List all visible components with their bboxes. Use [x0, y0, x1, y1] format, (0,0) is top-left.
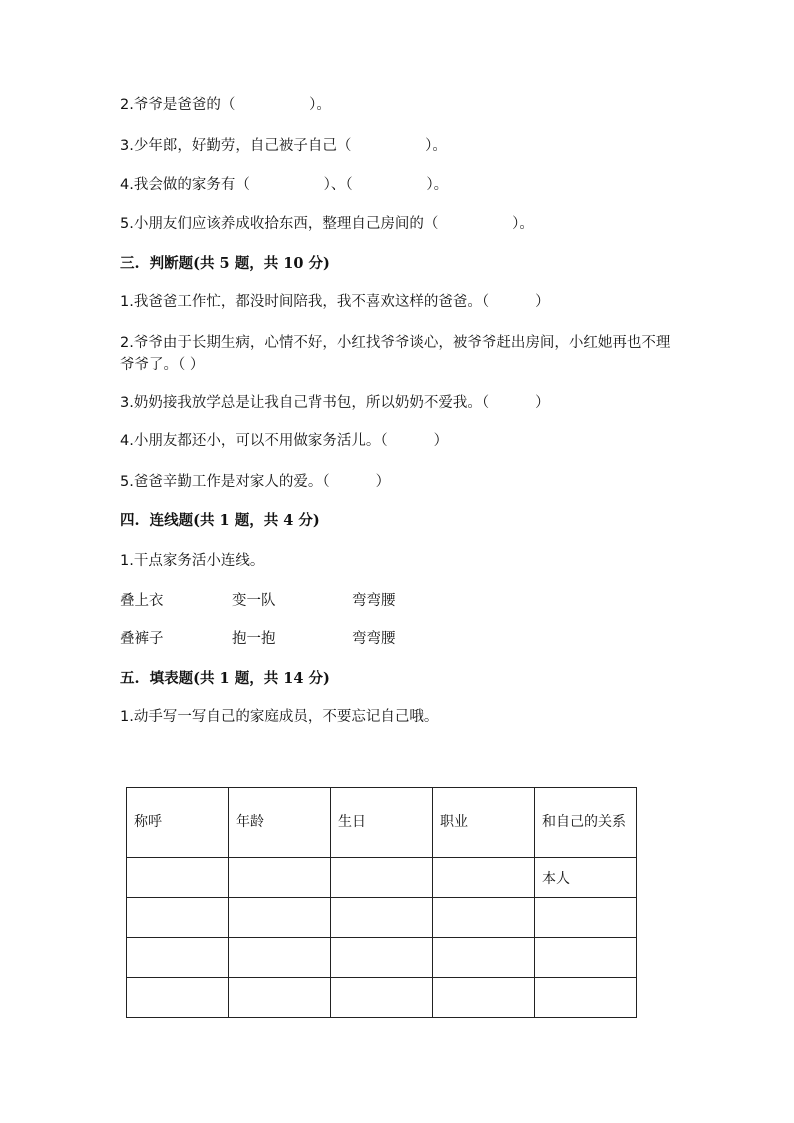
match-item: 弯弯腰: [352, 631, 396, 647]
family-members-table: [126, 787, 637, 1018]
table-header-cell: 生日: [331, 788, 433, 858]
table-cell[interactable]: [535, 898, 637, 938]
section5-title: 五. 填表题(共 1 题，共 14 分): [120, 670, 330, 687]
judge-q4: 4.小朋友都还小，可以不用做家务活儿。（ ）: [120, 433, 449, 449]
table-header-row: [127, 788, 637, 858]
judge-q1: 1.我爸爸工作忙，都没时间陪我，我不喜欢这样的爸爸。（ ）: [120, 294, 550, 310]
table-cell[interactable]: [127, 938, 229, 978]
table-cell[interactable]: [535, 978, 637, 1018]
table-cell[interactable]: [229, 898, 331, 938]
table-cell[interactable]: [433, 858, 535, 898]
fill-blank-q5: 5.小朋友们应该养成收拾东西，整理自己房间的（ ）。: [120, 216, 534, 232]
match-item: 叠上衣: [120, 593, 164, 609]
fill-blank-q2: 2.爷爷是爸爸的（ ）。: [120, 97, 331, 113]
match-item: 弯弯腰: [352, 593, 396, 609]
table-row: [127, 978, 637, 1018]
table-header-cell: 和自己的关系: [535, 788, 637, 858]
match-item: 抱一抱: [232, 631, 276, 647]
judge-q2: 2.爷爷由于长期生病，心情不好，小红找爷爷谈心，被爷爷赶出房间，小红她再也不理爷爷了。（ ）: [120, 335, 671, 373]
table-cell: 本人: [535, 858, 637, 898]
table-cell[interactable]: [229, 938, 331, 978]
table-row: [127, 938, 637, 978]
match-item: 变一队: [232, 593, 276, 609]
table-cell[interactable]: [127, 858, 229, 898]
table-cell[interactable]: [331, 978, 433, 1018]
table-cell[interactable]: [127, 978, 229, 1018]
table-cell[interactable]: [535, 938, 637, 978]
table-cell[interactable]: [433, 898, 535, 938]
table-cell[interactable]: [229, 978, 331, 1018]
match-item: 叠裤子: [120, 631, 164, 647]
table-header-cell: 职业: [433, 788, 535, 858]
table-cell[interactable]: [229, 858, 331, 898]
table-row: [127, 898, 637, 938]
table-row: [127, 858, 637, 898]
table-cell[interactable]: [433, 938, 535, 978]
table-cell[interactable]: [331, 858, 433, 898]
table-cell[interactable]: [331, 898, 433, 938]
table-question: 1.动手写一写自己的家庭成员，不要忘记自己哦。: [120, 709, 439, 725]
table-cell[interactable]: [127, 898, 229, 938]
judge-q5: 5.爸爸辛勤工作是对家人的爱。（ ）: [120, 474, 391, 490]
section3-title: 三. 判断题(共 5 题，共 10 分): [120, 255, 330, 272]
fill-blank-q4: 4.我会做的家务有（ ）、（ ）。: [120, 177, 449, 193]
match-question: 1.干点家务活小连线。: [120, 553, 265, 569]
table-header-cell: 称呼: [127, 788, 229, 858]
table-cell[interactable]: [331, 938, 433, 978]
fill-blank-q3: 3.少年郎，好勤劳，自己被子自己（ ）。: [120, 138, 447, 154]
judge-q3: 3.奶奶接我放学总是让我自己背书包，所以奶奶不爱我。（ ）: [120, 395, 550, 411]
table-header-cell: 年龄: [229, 788, 331, 858]
table-cell[interactable]: [433, 978, 535, 1018]
section4-title: 四. 连线题(共 1 题，共 4 分): [120, 512, 320, 529]
